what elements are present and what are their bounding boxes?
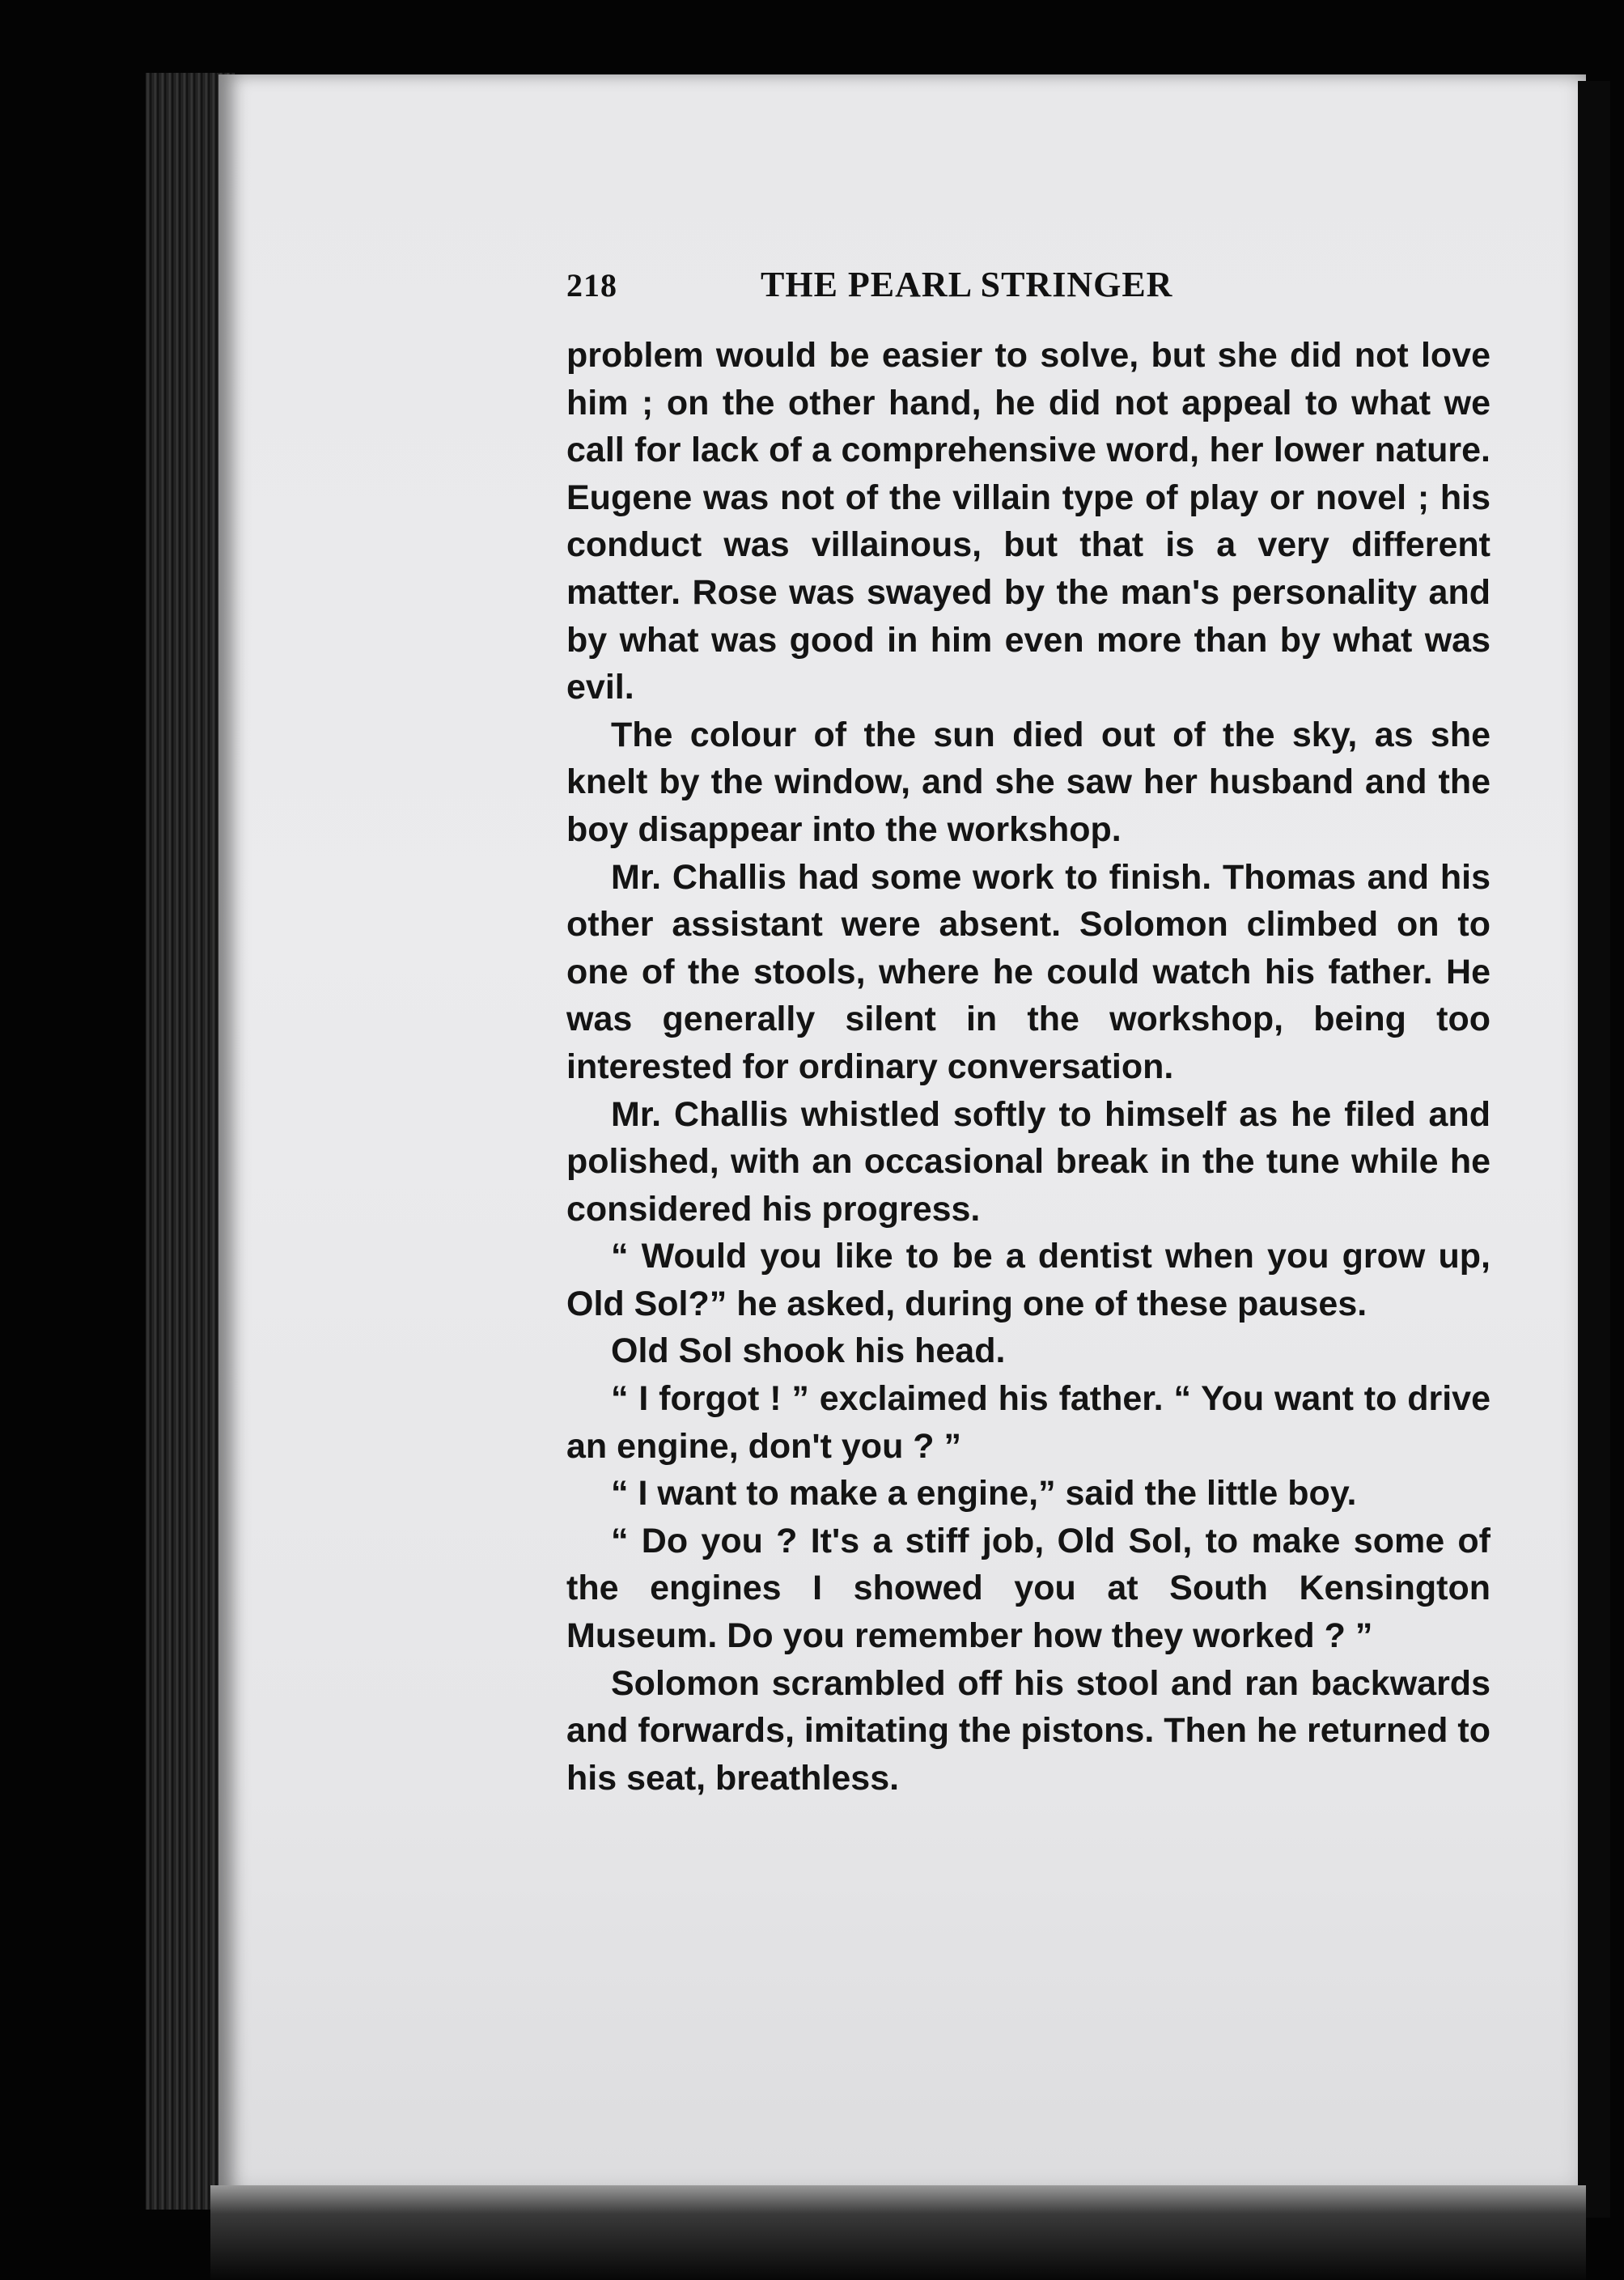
paragraph: “ I want to make a engine,” said the little boy. <box>611 1474 1357 1514</box>
paragraph: Old Sol shook his head. <box>611 1331 1006 1371</box>
paragraph: The colour of the sun died out of the sky, as she knelt by the window, and she saw her husband and the boy disappear into the workshop. <box>566 715 1490 849</box>
paragraph: “ Would you like to be a dentist when you grow up, Old Sol?” he asked, during one of these pauses. <box>566 1237 1490 1323</box>
paragraph: Mr. Challis had some work to finish. Thomas and his other assistant were absent. Solomon climbed on to one of the stools, where he could watch his father. He was generally silent in the workshop, being too interested for ordinary conversation. <box>566 857 1490 1086</box>
page-number: 218 <box>566 267 617 304</box>
paragraph: problem would be easier to solve, but she did not love him ; on the other hand, he did not appeal to what we call for lack of a comprehensive word, her lower nature. Eugene was not of the villain type of play or novel ; his conduct was villainous, but that is a very different matter. Rose was swayed by the man's personality and by what was good in him even more than by what was evil. <box>566 336 1490 707</box>
paragraph: Mr. Challis whistled softly to himself as he filed and polished, with an occasional break in the tune while he considered his progress. <box>566 1094 1490 1229</box>
body-text <box>566 332 1490 1802</box>
running-head: THE PEARL STRINGER <box>761 265 1173 304</box>
page-header <box>566 264 1327 314</box>
paragraph: “ I forgot ! ” exclaimed his father. “ You want to drive an engine, don't you ? ” <box>566 1379 1490 1466</box>
page-right-shadow <box>1578 81 1610 2218</box>
paragraph: Solomon scrambled off his stool and ran backwards and forwards, imitating the pistons. Then he returned to his seat, breathless. <box>566 1663 1490 1798</box>
page-bottom-edge <box>210 2185 1586 2280</box>
paragraph: “ Do you ? It's a stiff job, Old Sol, to make some of the engines I showed you at South Kensington Museum. Do you remember how they worked ? ” <box>566 1521 1490 1656</box>
